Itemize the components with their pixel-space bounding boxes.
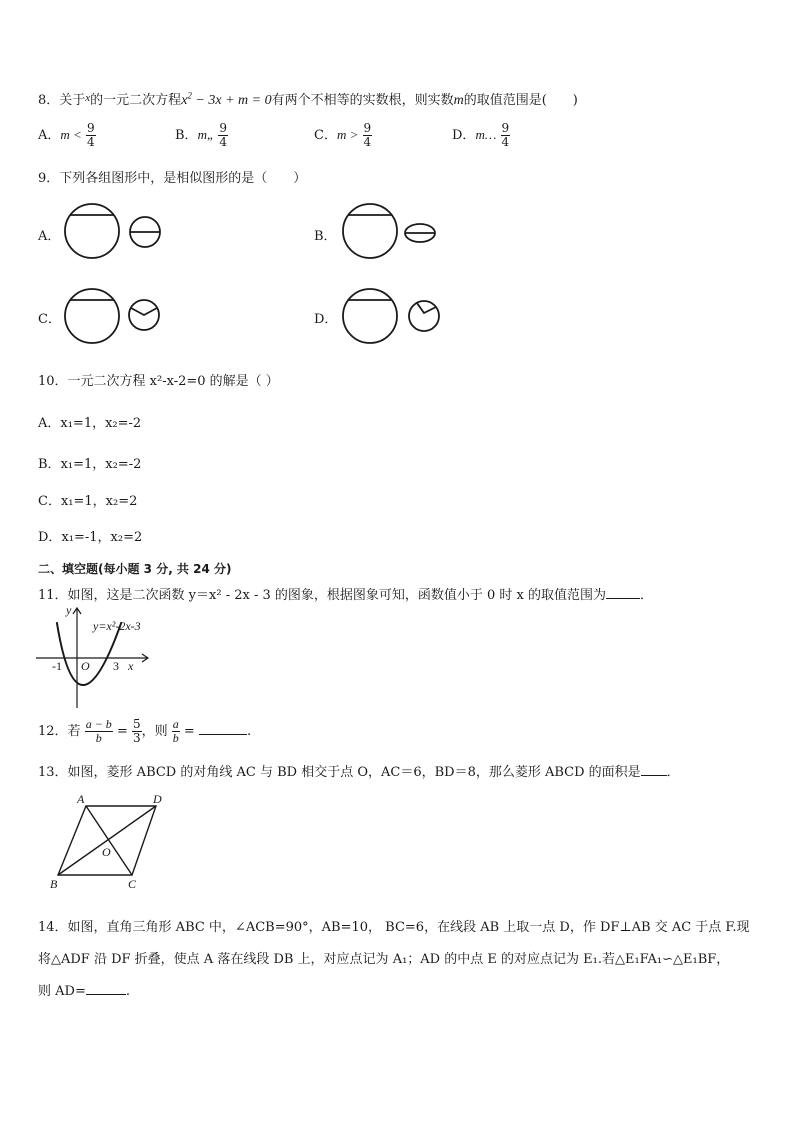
q8-option-c[interactable]: C．m > $\frac{9}{4}$ [314, 121, 372, 149]
q11-answer-blank[interactable] [606, 586, 640, 599]
q14-line-3: 则 AD= . [38, 984, 130, 999]
q8-stem-b: 的一元二次方程 [90, 93, 182, 108]
q13-label-o: O [102, 845, 111, 859]
q12-stem: 12．若 $\frac{a - b}{b}$ = $\frac{5}{3}$ ，则 $\frac{a}{b}$ = . [38, 717, 252, 745]
q8-option-b-frac: $\frac{9}{4}$ [219, 121, 227, 149]
q9-option-a-label[interactable]: A． [38, 229, 61, 244]
q12-answer-blank[interactable] [199, 722, 247, 735]
q13-label-a: A [77, 792, 85, 806]
q12-fraction-3: $\frac{a}{b}$ [172, 717, 179, 745]
section-2-heading: 二、填空题(每小题 3 分, 共 24 分) [38, 562, 232, 576]
q14-answer-blank[interactable] [86, 982, 126, 995]
q8-option-d-frac: $\frac{9}{4}$ [501, 121, 510, 149]
q11-pos-root-label: 3 [113, 659, 119, 673]
q8-var-m: m [453, 93, 464, 108]
q10-option-c[interactable]: C．x₁=1，x₂=2 [38, 494, 138, 509]
q13-answer-blank[interactable] [641, 763, 667, 776]
q11-y-axis-label: y [66, 603, 72, 617]
q14-line-1: 14．如图，直角三角形 ABC 中，∠ACB=90°，AB=10， BC=6，在线段 AB 上取一点 D，作 DF⊥AB 交 AC 于点 F.现 [38, 920, 750, 935]
q8-equation: $x^2 - 3x + m = 0$ [181, 90, 272, 108]
q8-var-x: x [85, 92, 91, 104]
q9-option-a-figure [60, 200, 170, 262]
q9-option-b-label[interactable]: B． [314, 229, 337, 244]
q9-option-d-label[interactable]: D． [314, 312, 338, 327]
q8-stem-c: 有两个不相等的实数根，则实数 [271, 93, 454, 108]
q8-stem-d: 的取值范围是( ) [463, 93, 578, 108]
q8-option-a[interactable]: A．m < $\frac{9}{4}$ [38, 121, 95, 149]
q11-stem: 11．如图，这是二次函数 y＝x² - 2x - 3 的图象，根据图象可知，函数值小于 0 时 x 的取值范围为 ． [38, 588, 654, 603]
q13-stem: 13．如图，菱形 ABCD 的对角线 AC 与 BD 相交于点 O，AC＝6，BD＝8，那么菱形 ABCD 的面积是 ． [38, 765, 680, 780]
q11-origin-label: O [81, 659, 90, 673]
q11-curve-label: y=x²-2x-3 [93, 619, 141, 633]
q12-fraction-1: $\frac{a - b}{b}$ [85, 717, 112, 745]
q8-stem [38, 89, 578, 109]
q9-option-c-label[interactable]: C． [38, 312, 61, 327]
q10-stem: 10．一元二次方程 x²-x-2=0 的解是（ ） [38, 374, 279, 389]
q8-option-d[interactable]: D．m… $\frac{9}{4}$ [452, 121, 510, 149]
q9-option-d-figure [338, 285, 448, 347]
q9-stem: 9．下列各组图形中，是相似图形的是（ ） [38, 171, 307, 186]
q8-option-c-frac: $\frac{9}{4}$ [363, 121, 372, 149]
q11-x-axis-label: x [128, 659, 134, 673]
q14-line-2: 将△ADF 沿 DF 折叠，使点 A 落在线段 DB 上，对应点记为 A₁；AD 的中点 E 的对应点记为 E₁.若△E₁FA₁∽△E₁BF， [38, 952, 730, 967]
q8-option-b[interactable]: B．m„ $\frac{9}{4}$ [175, 121, 227, 149]
q11-parabola-graph [36, 604, 158, 710]
q10-option-b[interactable]: B．x₁=1，x₂=-2 [38, 457, 142, 472]
q10-option-a[interactable]: A．x₁=1，x₂=-2 [38, 416, 142, 431]
q9-option-c-figure [60, 285, 170, 347]
q13-label-c: C [128, 877, 137, 891]
q13-rhombus-figure [44, 790, 174, 894]
q8-stem-a: 8．关于 [38, 93, 86, 108]
q13-label-d: D [153, 792, 162, 806]
q11-neg-root-label: -1 [52, 659, 62, 673]
q9-option-b-figure [338, 200, 448, 262]
q12-fraction-2: $\frac{5}{3}$ [132, 717, 141, 745]
q10-option-d[interactable]: D．x₁=-1，x₂=2 [38, 530, 143, 545]
q8-option-a-frac: $\frac{9}{4}$ [86, 121, 95, 149]
q13-label-b: B [50, 877, 58, 891]
